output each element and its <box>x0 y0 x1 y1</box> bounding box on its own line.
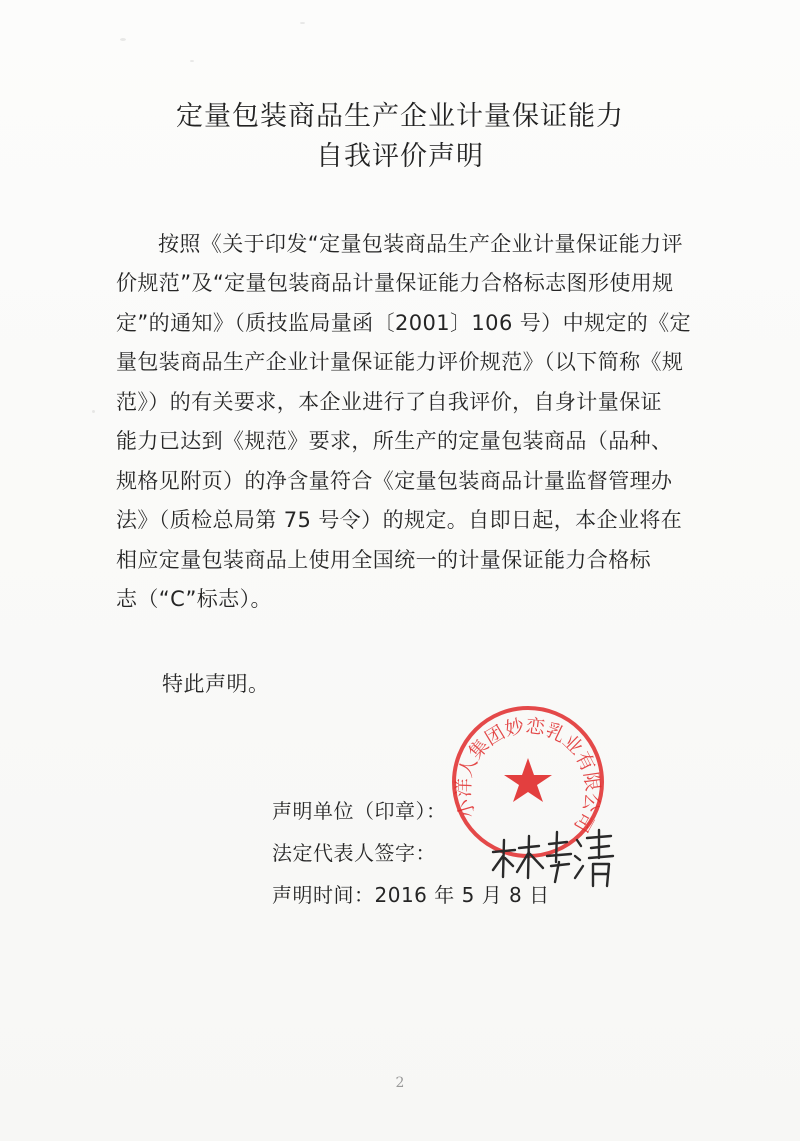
body-line: 价规范”及“定量包装商品计量保证能力合格标志图形使用规 <box>116 271 674 296</box>
body-line: 范》）的有关要求，本企业进行了自我评价，自身计量保证 <box>116 389 662 414</box>
body-line: 志（“C”标志）。 <box>116 587 272 612</box>
scan-speck <box>120 38 126 41</box>
handwritten-signature <box>487 822 627 892</box>
body-line: 法》（质检总局第 75 号令）的规定。自即日起，本企业将在 <box>116 508 683 533</box>
body-line: 能力已达到《规范》要求，所生产的定量包装商品（品种、 <box>116 429 673 454</box>
closing-statement: 特此声明。 <box>162 672 270 696</box>
scan-speck <box>92 410 95 413</box>
scan-speck <box>300 22 305 24</box>
document-title-line-1: 定量包装商品生产企业计量保证能力 <box>176 101 624 132</box>
seal-lettering: 小洋人集团妙恋乳业有限公司 <box>452 715 604 836</box>
declaration-date: 声明时间：2016 年 5 月 8 日 <box>272 883 550 907</box>
document-title-line-2: 自我评价声明 <box>316 141 484 172</box>
body-line: 量包装商品生产企业计量保证能力评价规范》（以下简称《规 <box>116 350 684 375</box>
body-line: 定”的通知》（质技监局量函〔2001〕106 号）中规定的《定 <box>116 310 691 335</box>
legal-representative-label: 法定代表人签字： <box>272 841 436 865</box>
body-line: 按照《关于印发“定量包装商品生产企业计量保证能力评 <box>158 232 683 256</box>
declaring-unit-label: 声明单位（印章）： <box>272 799 447 823</box>
declaration-body <box>116 225 692 620</box>
page-number: 2 <box>395 1075 405 1091</box>
body-line: 规格见附页）的净含量符合《定量包装商品计量监督管理办 <box>116 468 673 493</box>
scan-speck <box>190 60 194 62</box>
body-line: 相应定量包装商品上使用全国统一的计量保证能力合格标 <box>116 547 651 572</box>
